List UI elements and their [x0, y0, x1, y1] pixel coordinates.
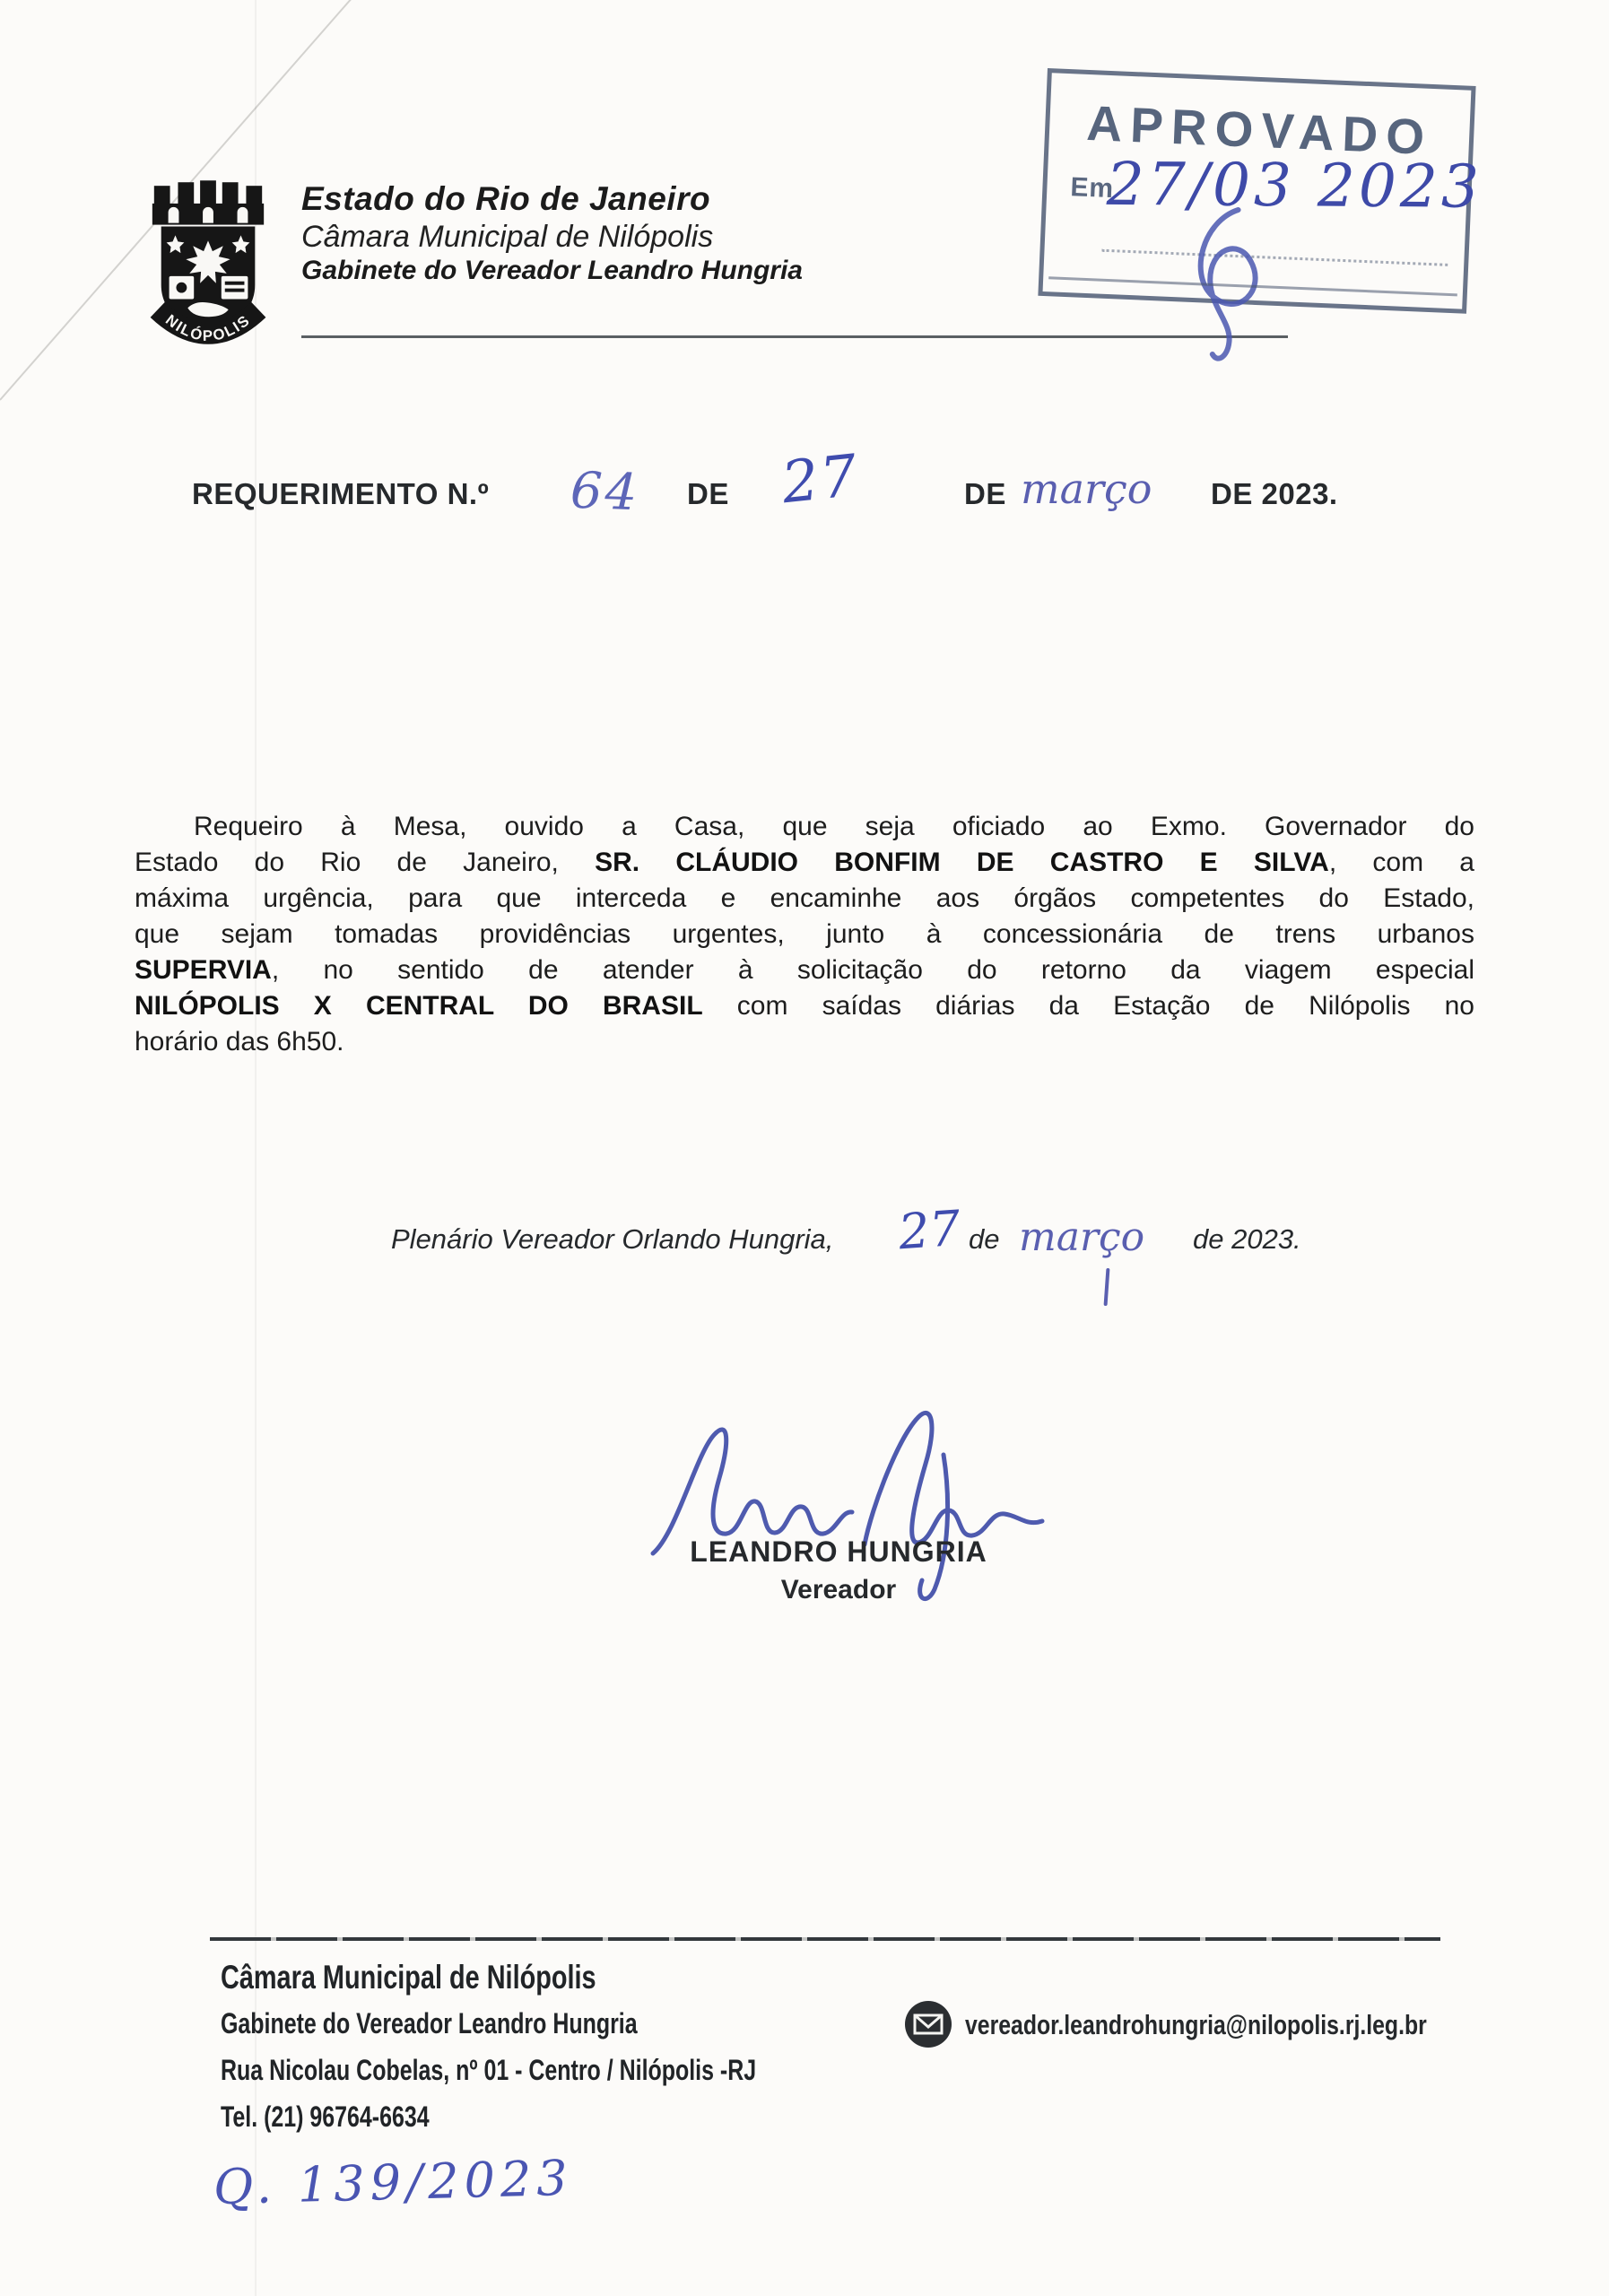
place-date-month-handwritten: março	[1019, 1214, 1145, 1260]
title-prefix: REQUERIMENTO N.º	[192, 477, 490, 510]
footer-phone	[221, 2100, 488, 2134]
body-line: máxima urgência, para que interceda e encaminhe aos órgãos competentes do Estado,	[135, 883, 1474, 913]
signature-role: Vereador	[780, 1575, 897, 1605]
approval-stamp-handwritten-date: 27/03 2023	[1106, 149, 1483, 222]
footer-office-text: Gabinete do Vereador Leandro Hungria	[221, 2007, 638, 2039]
body-text: Estado do Rio de Janeiro,	[135, 848, 596, 877]
footer-office	[221, 2007, 755, 2040]
title-de2: DE	[964, 477, 1006, 510]
body-text: , com a	[1328, 848, 1474, 877]
footer-phone-text: Tel. (21) 96764-6634	[221, 2100, 430, 2133]
footer-org-text: Câmara Municipal de Nilópolis	[221, 1959, 596, 1996]
coat-of-arms-banner-text: NILÓPOLIS	[162, 310, 254, 344]
approval-stamp-word: APROVADO	[1085, 94, 1434, 166]
letterhead-chamber: Câmara Municipal de Nilópolis	[301, 219, 714, 254]
case-number-handwritten: Q. 139/2023	[213, 2149, 574, 2216]
footer-address-text: Rua Nicolau Cobelas, nº 01 - Centro / Nilópolis -RJ	[221, 2054, 757, 2086]
body-line: Requeiro à Mesa, ouvido a Casa, que seja oficiado ao Exmo. Governador do	[194, 812, 1474, 841]
pen-stroke-tail	[1104, 1268, 1110, 1306]
place-date-row	[0, 1199, 1609, 1318]
place-date-prefix: Plenário Vereador Orlando Hungria,	[391, 1223, 834, 1255]
letterhead-rule	[301, 335, 1288, 338]
body-text: , no sentido de atender à solicitação do retorno da viagem especial	[271, 955, 1474, 985]
body-bold-route: NILÓPOLIS X CENTRAL DO BRASIL	[135, 991, 703, 1021]
title-number-handwritten: 64	[569, 461, 641, 523]
footer-email-text: vereador.leandrohungria@nilopolis.rj.leg.br	[965, 2009, 1427, 2040]
title-year: DE 2023.	[1211, 477, 1338, 510]
place-date-de: de	[969, 1223, 1000, 1255]
envelope-icon	[904, 2000, 952, 2048]
place-date-year: de 2023.	[1193, 1223, 1301, 1255]
approval-rubric-scribble	[1152, 194, 1321, 379]
letterhead-office: Gabinete do Vereador Leandro Hungria	[301, 255, 803, 285]
approval-stamp-em-label: Em	[1069, 172, 1115, 204]
body-bold-supervia: SUPERVIA	[135, 955, 272, 985]
signature-name: LEANDRO HUNGRIA	[690, 1535, 987, 1568]
letterhead-state: Estado do Rio de Janeiro	[301, 180, 711, 217]
body-line	[135, 952, 1474, 988]
footer-org	[221, 1959, 702, 1996]
body-line: que sejam tomadas providências urgentes, junto à concessionária de trens urbanos	[135, 919, 1474, 949]
footer-email	[965, 2009, 1542, 2041]
footer-divider	[210, 1937, 1440, 1941]
body-bold-governor-name: SR. CLÁUDIO BONFIM DE CASTRO E SILVA	[595, 848, 1329, 877]
coat-of-arms-logo	[142, 176, 274, 352]
body-paragraph	[135, 809, 1474, 1060]
title-row	[0, 442, 1609, 556]
body-line	[135, 988, 1474, 1024]
title-day-handwritten: 27	[778, 442, 863, 517]
letterhead	[301, 179, 803, 286]
title-de1: DE	[687, 477, 729, 510]
body-line	[135, 845, 1474, 881]
body-line: horário das 6h50.	[135, 1027, 344, 1057]
body-text: com saídas diárias da Estação de Nilópolis no	[702, 991, 1474, 1021]
footer-address	[221, 2054, 908, 2087]
approval-stamp	[1038, 68, 1483, 314]
place-date-day-handwritten: 27	[896, 1199, 962, 1261]
title-month-handwritten: março	[1021, 465, 1152, 513]
